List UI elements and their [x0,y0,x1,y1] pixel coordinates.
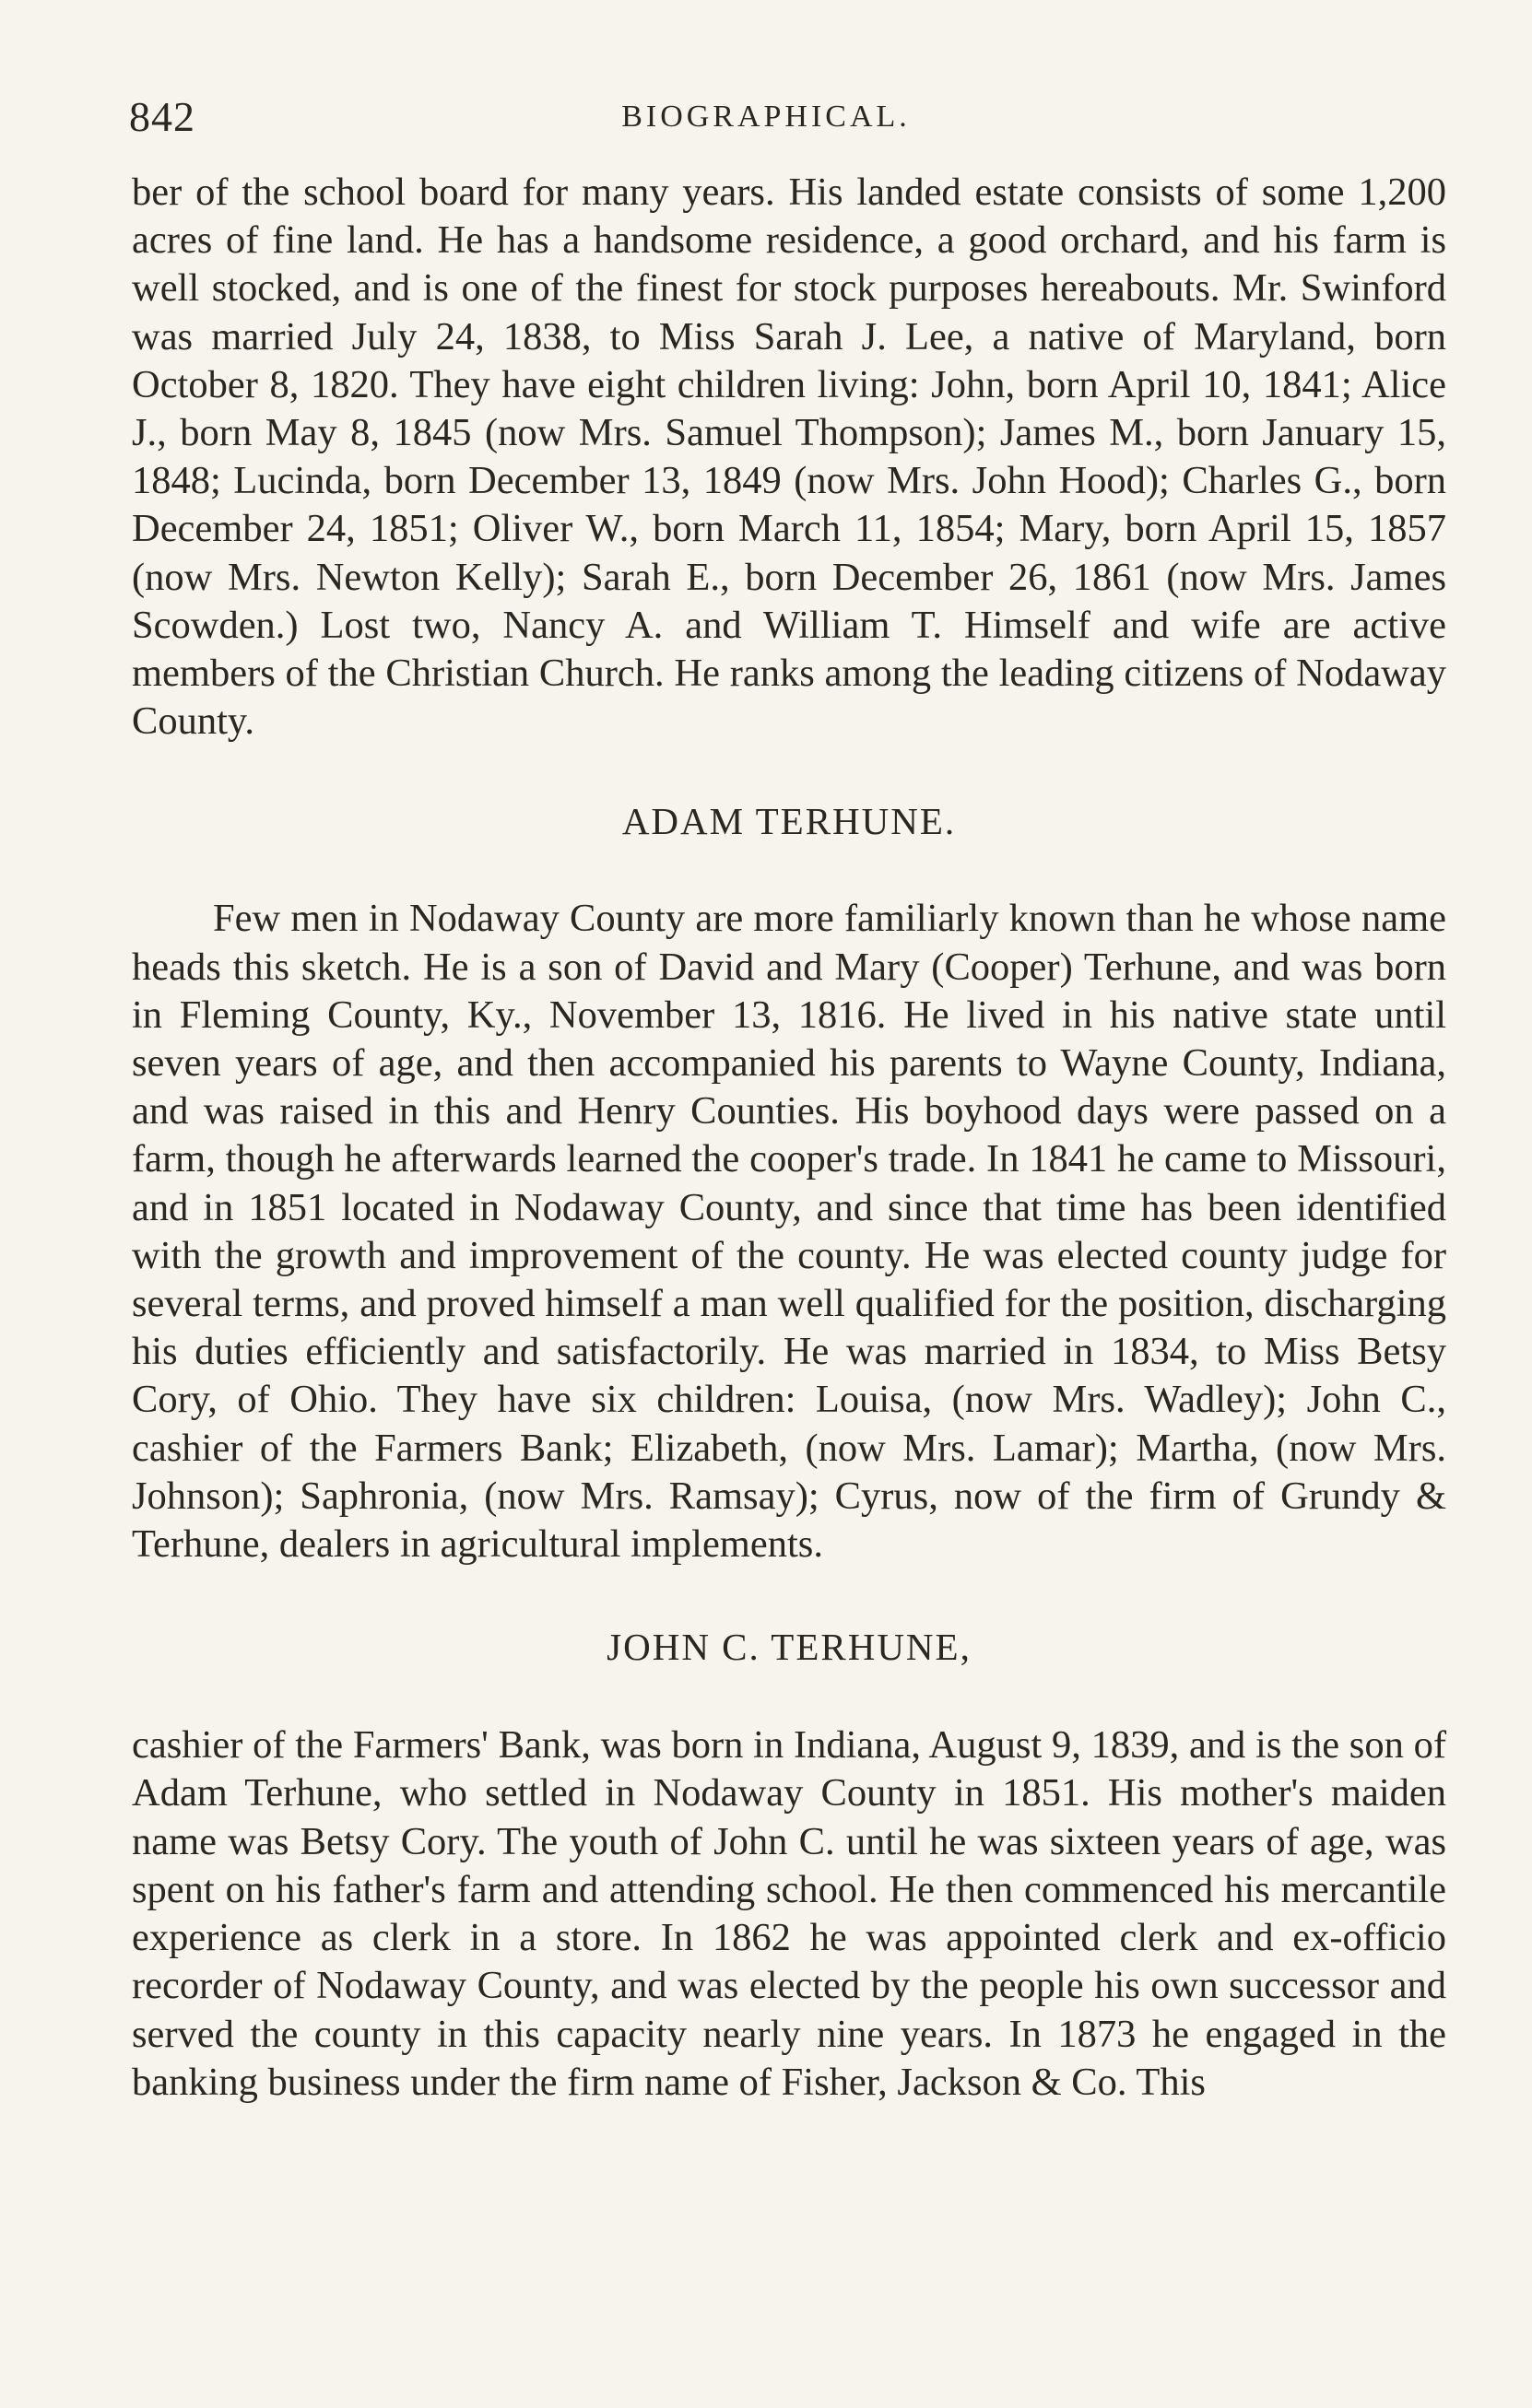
john-c-terhune-heading: JOHN C. TERHUNE, [607,1626,972,1669]
john-c-terhune-paragraph: cashier of the Farmers' Bank, was born in Indiana, August 9, 1839, and is the son of Adam Terhune, who settled in Nodaway County in 1851. His mother's maiden name was Betsy Cory. The youth of John C. until he was sixteen years of age, was spent on his father's farm and attending school. He then commenced his mercantile experience as clerk in a store. In 1862 he was appointed clerk and ex-officio recorder of Nodaway County, and was elected by the people his own successor and served the county in this capacity nearly nine years. In 1873 he engaged in the banking business under the firm name of Fisher, Jackson & Co. This [132,1723,1446,2104]
text-column [132,169,1446,2107]
swinford-paragraph: ber of the school board for many years. His landed estate consists of some 1,200 acres of fine land. He has a handsome residence, a good orchard, and his farm is well stocked, and is one of the finest for stock purposes hereabouts. Mr. Swinford was married July 24, 1838, to Miss Sarah J. Lee, a native of Maryland, born October 8, 1820. They have eight children living: John, born April 10, 1841; Alice J., born May 8, 1845 (now Mrs. Samuel Thompson); James M., born January 15, 1848; Lucinda, born December 13, 1849 (now Mrs. John Hood); Charles G., born December 24, 1851; Oliver W., born March 11, 1854; Mary, born April 15, 1857 (now Mrs. Newton Kelly); Sarah E., born December 26, 1861 (now Mrs. James Scowden.) Lost two, Nancy A. and William T. Himself and wife are active members of the Christian Church. He ranks among the leading citizens of Nodaway County. [132,170,1446,744]
page-number: 842 [129,93,195,140]
adam-terhune-heading: ADAM TERHUNE. [621,800,957,843]
adam-terhune-paragraph: Few men in Nodaway County are more familiarly known than he whose name heads this sketch. He is a son of David and Mary (Cooper) Terhune, and was born in Fleming County, Ky., November 13, 1816. He lived in his native state until seven years of age, and then accompanied his parents to Wayne County, Indiana, and was raised in this and Henry Counties. His boyhood days were passed on a farm, though he afterwards learned the cooper's trade. In 1841 he came to Missouri, and in 1851 located in Nodaway County, and since that time has been identified with the growth and improvement of the county. He was elected county judge for several terms, and proved himself a man well qualified for the position, discharging his duties efficiently and satisfactorily. He was married in 1834, to Miss Betsy Cory, of Ohio. They have six children: Louisa, (now Mrs. Wadley); John C., cashier of the Farmers Bank; Elizabeth, (now Mrs. Lamar); Martha, (now Mrs. Johnson); Saphronia, (now Mrs. Ramsay); Cyrus, now of the firm of Grundy & Terhune, dealers in agricultural implements. [132,897,1446,1567]
running-head: BIOGRAPHICAL. [621,100,911,134]
